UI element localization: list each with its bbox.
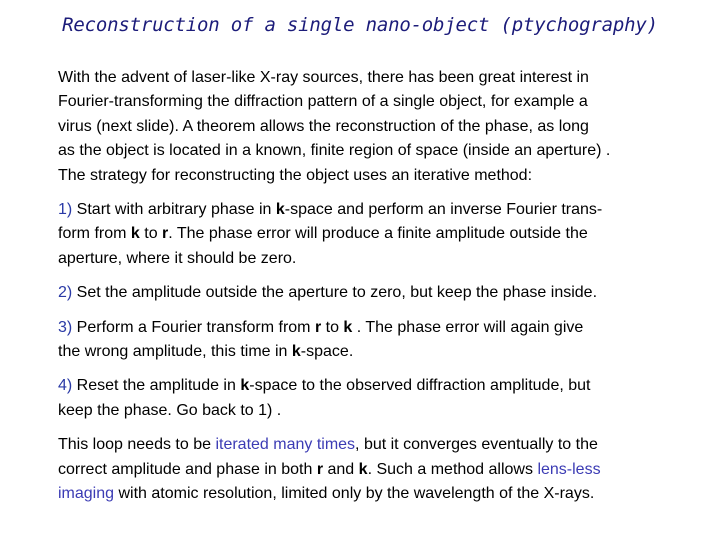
intro-line: With the advent of laser-like X-ray sources, there has been great interest in (58, 69, 589, 86)
conclusion-text: , but it converges eventually to the (355, 436, 598, 454)
step-1 (58, 198, 678, 271)
highlight-lens-less: lens-less (537, 460, 601, 478)
step-text: to (139, 225, 163, 243)
step-number: 3) (58, 318, 73, 336)
step-number: 2) (58, 284, 73, 302)
step-text: -space to the observed diffraction amplitude, but (249, 377, 591, 395)
r-symbol: r (316, 460, 324, 478)
intro-paragraph (58, 66, 678, 188)
step-text: the wrong amplitude, this time in (58, 343, 292, 361)
step-text: . The phase error will again give (352, 318, 584, 336)
k-symbol: k (343, 318, 353, 336)
k-symbol: k (275, 201, 285, 219)
conclusion-paragraph (58, 433, 678, 506)
step-3 (58, 316, 678, 365)
slide-body (58, 66, 678, 507)
conclusion-text: . Such a method allows (367, 460, 538, 478)
intro-line: as the object is located in a known, finite region of space (inside an aperture) . (58, 142, 611, 160)
r-symbol: r (314, 318, 322, 336)
conclusion-text: This loop needs to be (58, 436, 216, 454)
k-symbol: k (130, 225, 140, 243)
step-text: -space. (300, 343, 354, 361)
step-text: -space and perform an inverse Fourier trans- (284, 201, 603, 219)
slide-title: Reconstruction of a single nano-object (ptychography) (62, 14, 658, 36)
step-text: Set the amplitude outside the aperture to zero, but keep the phase inside. (72, 284, 598, 302)
step-text: . The phase error will produce a finite amplitude outside the (168, 225, 588, 243)
step-2 (58, 281, 678, 305)
step-text: Perform a Fourier transform from (72, 318, 315, 336)
step-text: Reset the amplitude in (72, 377, 241, 395)
step-text: keep the phase. Go back to 1) . (58, 401, 282, 419)
k-symbol: k (291, 343, 301, 361)
conclusion-text: correct amplitude and phase in both (58, 460, 317, 478)
step-number: 4) (58, 377, 73, 395)
step-text: form from (58, 225, 131, 243)
k-symbol: k (240, 377, 250, 395)
r-symbol: r (162, 225, 169, 243)
highlight-imaging: imaging (58, 485, 115, 503)
step-text: Start with arbitrary phase in (72, 201, 276, 219)
step-text: aperture, where it should be zero. (58, 249, 297, 267)
step-text: to (321, 318, 344, 336)
conclusion-text: and (323, 460, 359, 478)
conclusion-text: with atomic resolution, limited only by the wavelength of the X-rays. (114, 485, 595, 503)
intro-line: virus (next slide). A theorem allows the reconstruction of the phase, as long (58, 117, 589, 135)
highlight-iterated: iterated many times (215, 436, 356, 454)
intro-line: Fourier-transforming the diffraction pattern of a single object, for example a (58, 93, 588, 111)
step-number: 1) (58, 201, 73, 219)
k-symbol: k (358, 460, 368, 478)
intro-line: The strategy for reconstructing the object uses an iterative method: (58, 166, 533, 184)
step-4 (58, 374, 678, 423)
